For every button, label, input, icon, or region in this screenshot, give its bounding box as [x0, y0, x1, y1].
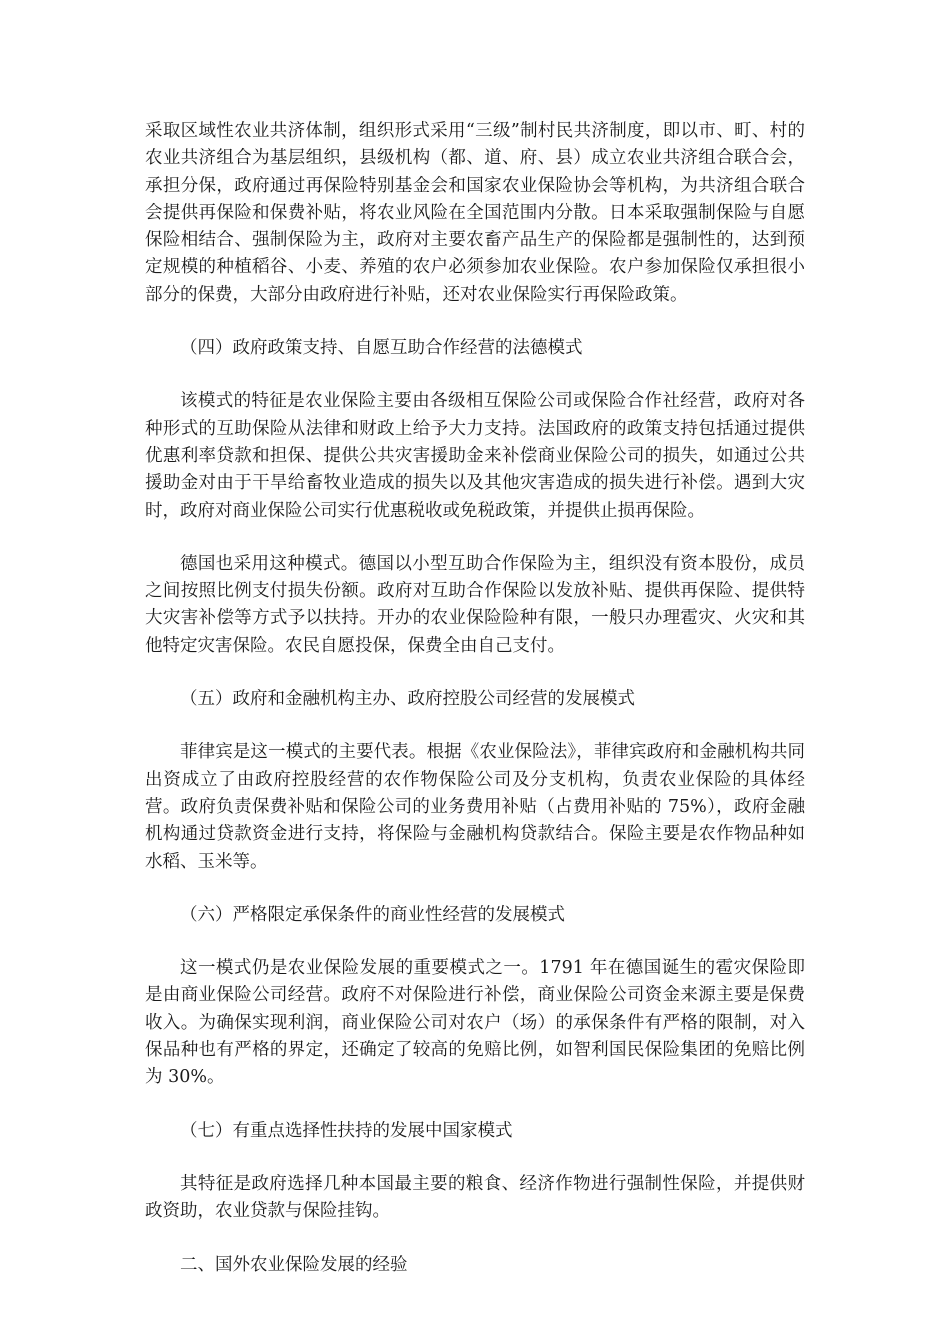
section-heading-6: （六）严格限定承保条件的商业性经营的发展模式: [180, 904, 565, 925]
section-heading-7: （七）有重点选择性扶持的发展中国家模式: [180, 1120, 513, 1141]
section-heading-experience: 二、国外农业保险发展的经验: [180, 1254, 408, 1275]
paragraph-commercial-model: 这一模式仍是农业保险发展的重要模式之一。1791 年在德国诞生的雹灾保险即是由商业保险公司经营。政府不对保险进行补偿，商业保险公司资金来源主要是保费收入。为确保实现利润，商业保险公司对农户（场）的承保条件有严格的限制，对入保品种也有严格的界定，还确定了较高的免赔比例，如智利国民保险集团的免赔比例为 30%。: [145, 958, 805, 1088]
paragraph-france-model: 该模式的特征是农业保险主要由各级相互保险公司或保险合作社经营，政府对各种形式的互助保险从法律和财政上给予大力支持。法国政府的政策支持包括通过提供优惠利率贷款和担保、提供公共灾害援助金来补偿商业保险公司的损失，如通过公共援助金对由于干旱给畜牧业造成的损失以及其他灾害造成的损失进行补偿。遇到大灾时，政府对商业保险公司实行优惠税收或免税政策，并提供止损再保险。: [145, 391, 805, 521]
section-heading-5: （五）政府和金融机构主办、政府控股公司经营的发展模式: [180, 689, 635, 710]
paragraph-philippines-model: 菲律宾是这一模式的主要代表。根据《农业保险法》，菲律宾政府和金融机构共同出资成立了由政府控股经营的农作物保险公司及分支机构，负责农业保险的具体经营。政府负责保费补贴和保险公司的业务费用补贴（占费用补贴的 75%），政府金融机构通过贷款资金进行支持，将保险与金融机构贷款结合。保险主要是农作物品种如水稻、玉米等。: [145, 742, 805, 872]
section-heading-4: （四）政府政策支持、自愿互助合作经营的法德模式: [180, 338, 583, 359]
paragraph-developing-model: 其特征是政府选择几种本国最主要的粮食、经济作物进行强制性保险，并提供财政资助，农业贷款与保险挂钩。: [145, 1173, 805, 1222]
document-page: [145, 118, 805, 1305]
paragraph-germany-model: 德国也采用这种模式。德国以小型互助合作保险为主，组织没有资本股份，成员之间按照比例支付损失份额。政府对互助合作保险以发放补贴、提供再保险、提供特大灾害补偿等方式予以扶持。开办的农业保险险种有限，一般只办理雹灾、火灾和其他特定灾害保险。农民自愿投保，保费全由自己支付。: [145, 553, 805, 656]
paragraph-japan-model-continued: 采取区域性农业共济体制，组织形式采用“三级”制村民共济制度，即以市、町、村的农业共济组合为基层组织，县级机构（都、道、府、县）成立农业共济组合联合会，承担分保，政府通过再保险特别基金会和国家农业保险协会等机构，为共济组合联合会提供再保险和保费补贴，将农业风险在全国范围内分散。日本采取强制保险与自愿保险相结合、强制保险为主，政府对主要农畜产品生产的保险都是强制性的，达到预定规模的种植稻谷、小麦、养殖的农户必须参加农业保险。农户参加保险仅承担很小部分的保费，大部分由政府进行补贴，还对农业保险实行再保险政策。: [145, 121, 805, 305]
